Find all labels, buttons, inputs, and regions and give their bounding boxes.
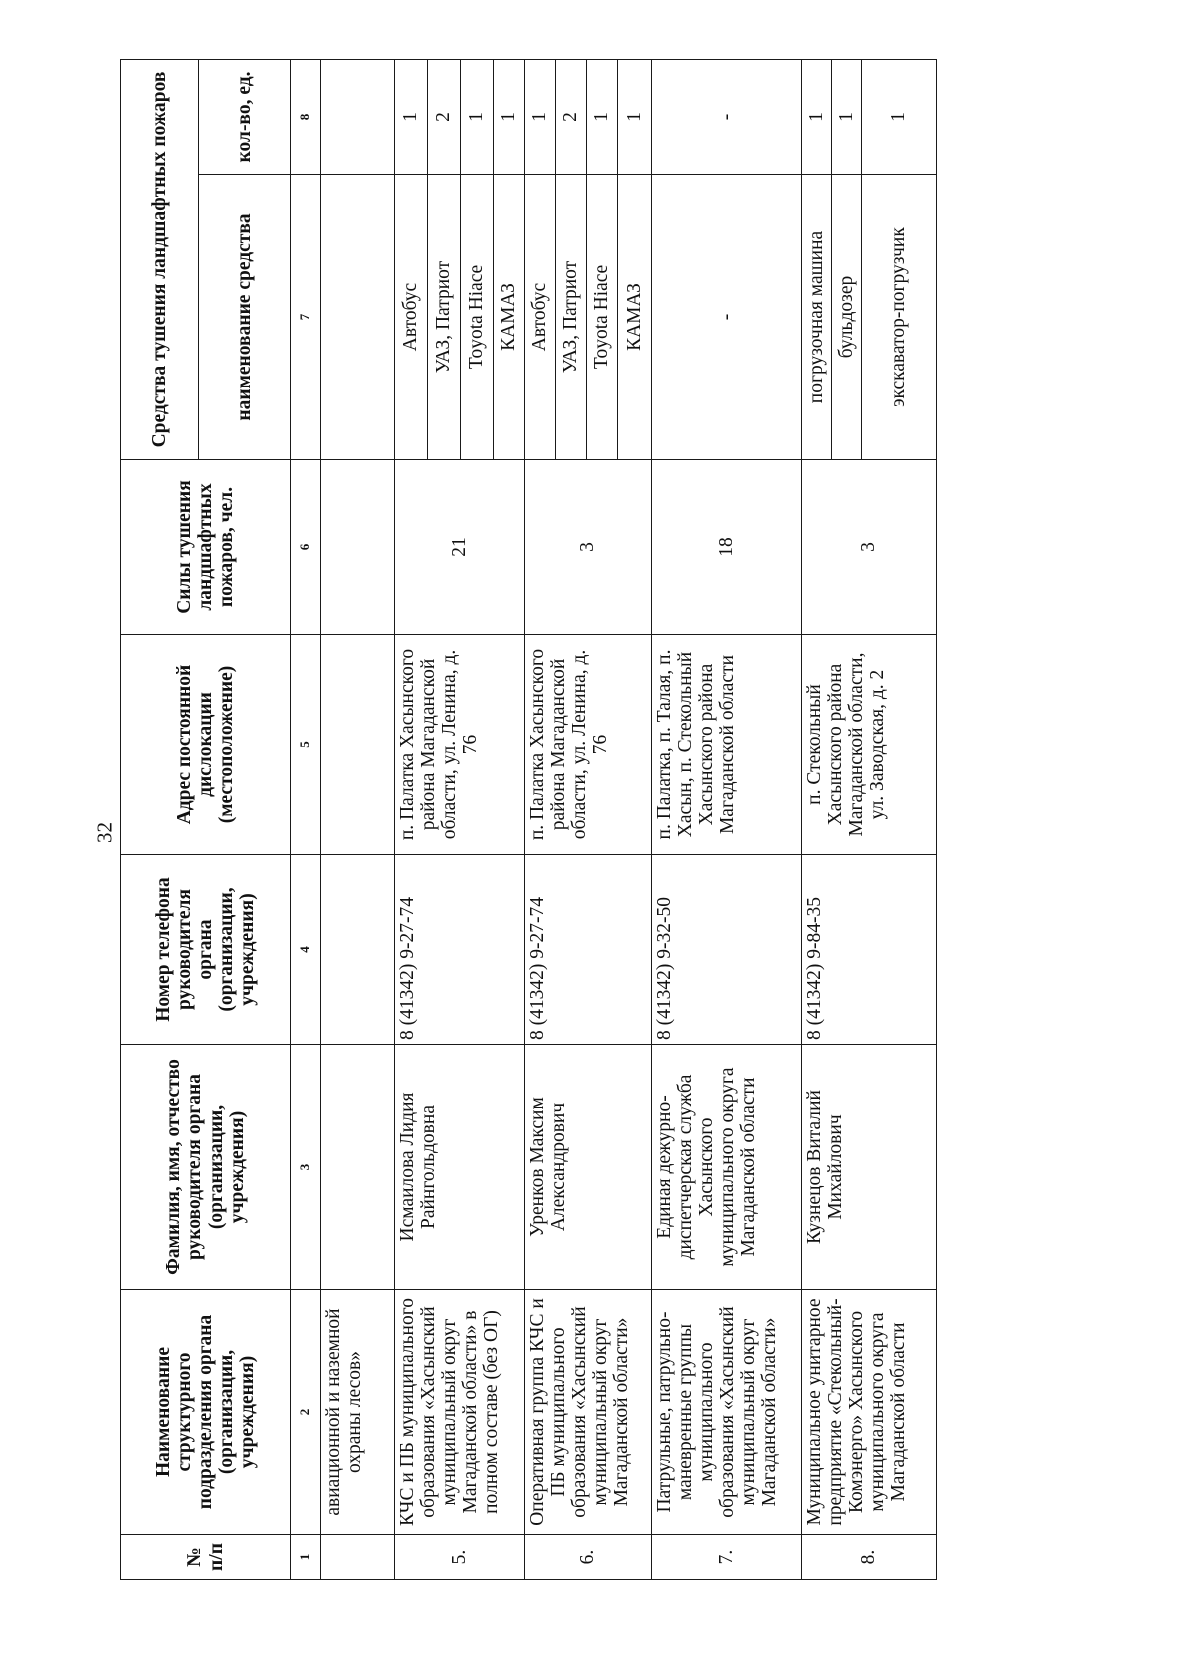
index-cell: 2 xyxy=(291,1290,321,1535)
index-cell: 1 xyxy=(291,1535,321,1580)
header-means-qty: кол-во, ед. xyxy=(199,59,291,174)
cell-phone: 8 (41342) 9-27-74 xyxy=(525,855,652,1045)
cell-means-name: экскаватор-погрузчик xyxy=(862,175,937,460)
cell-num: 7. xyxy=(652,1535,802,1580)
index-cell: 3 xyxy=(291,1045,321,1290)
cell-head: Единая дежурно-диспетчерская служба Хасынского муниципального округа Магаданской области xyxy=(652,1045,802,1290)
cell-name: Муниципальное унитарное предприятие «Стекольный-Комэнерго» Хасынского муниципального округа Магаданской области xyxy=(802,1290,937,1535)
cell-means-qty: 2 xyxy=(428,59,461,174)
cell-address: п. Палатка, п. Талая, п. Хасын, п. Стекольный Хасынского района Магаданской области xyxy=(652,635,802,855)
cell-means-qty: 2 xyxy=(556,59,587,174)
table-row xyxy=(321,59,395,1579)
cell-means-qty: 1 xyxy=(395,59,428,174)
cell-means-qty: 1 xyxy=(494,59,525,174)
header-means-group: Средства тушения ландшафтных пожаров xyxy=(121,59,199,459)
cell-means-name: УАЗ, Патриот xyxy=(556,175,587,460)
cell-means-qty: 1 xyxy=(802,59,832,174)
header-num: № п/п xyxy=(121,1535,291,1580)
cell-phone: 8 (41342) 9-32-50 xyxy=(652,855,802,1045)
header-means-name: наименование средства xyxy=(199,175,291,460)
cell-means-name: Toyota Hiace xyxy=(587,175,618,460)
cell-means-name: УАЗ, Патриот xyxy=(428,175,461,460)
cell-means-qty: 1 xyxy=(587,59,618,174)
index-cell: 8 xyxy=(291,59,321,174)
cell-phone: 8 (41342) 9-27-74 xyxy=(395,855,525,1045)
cell-means-qty: - xyxy=(652,59,802,174)
fire-forces-table xyxy=(120,59,937,1580)
cell-name: авиационной и наземной охраны лесов» xyxy=(321,1290,395,1535)
index-cell: 5 xyxy=(291,635,321,855)
cell-name: Патрульные, патрульно-маневренные группы муниципального образования «Хасынский муниципальный округ Магаданской области» xyxy=(652,1290,802,1535)
cell-num: 6. xyxy=(525,1535,652,1580)
cell-means-qty: 1 xyxy=(618,59,652,174)
page-number: 32 xyxy=(92,822,117,843)
table-row xyxy=(395,59,428,1579)
cell-means-name: Автобус xyxy=(395,175,428,460)
cell-address: п. Палатка Хасынского района Магаданской области, ул. Ленина, д. 76 xyxy=(395,635,525,855)
cell-means-name: погрузочная машина xyxy=(802,175,832,460)
header-name: Наименование структурного подразделения органа (организации, учреждения) xyxy=(121,1290,291,1535)
cell-num: 8. xyxy=(802,1535,937,1580)
cell-means-qty: 1 xyxy=(832,59,862,174)
cell-means-qty: 1 xyxy=(525,59,556,174)
header-address: Адрес постоянной дислокации (местоположение) xyxy=(121,635,291,855)
index-cell: 7 xyxy=(291,175,321,460)
cell-address: п. Палатка Хасынского района Магаданской области, ул. Ленина, д. 76 xyxy=(525,635,652,855)
table-row xyxy=(802,59,832,1579)
cell-name: Оперативная группа КЧС и ПБ муниципального образования «Хасынский муниципальный округ Магаданской области» xyxy=(525,1290,652,1535)
cell-means-name: бульдозер xyxy=(832,175,862,460)
table-row xyxy=(525,59,556,1579)
cell-num xyxy=(321,1535,395,1580)
cell-means-name: - xyxy=(652,175,802,460)
header-phone: Номер телефона руководителя органа (организации, учреждения) xyxy=(121,855,291,1045)
header-forces: Силы тушения ландшафтных пожаров, чел. xyxy=(121,460,291,635)
header-head: Фамилия, имя, отчество руководителя органа (организации, учреждения) xyxy=(121,1045,291,1290)
cell-forces: 3 xyxy=(525,460,652,635)
index-cell: 6 xyxy=(291,460,321,635)
cell-means-name: Toyota Hiace xyxy=(461,175,494,460)
cell-forces: 21 xyxy=(395,460,525,635)
cell-phone: 8 (41342) 9-84-35 xyxy=(802,855,937,1045)
rotated-table-container xyxy=(120,60,930,1580)
cell-means-name: КАМАЗ xyxy=(618,175,652,460)
cell-means-name: КАМАЗ xyxy=(494,175,525,460)
cell-head: Кузнецов Виталий Михайлович xyxy=(802,1045,937,1290)
cell-head: Исмаилова Лидия Райнгольдовна xyxy=(395,1045,525,1290)
cell-forces: 3 xyxy=(802,460,937,635)
cell-num: 5. xyxy=(395,1535,525,1580)
cell-address: п. Стекольный Хасынского района Магаданской области, ул. Заводская, д. 2 xyxy=(802,635,937,855)
table-row xyxy=(652,59,802,1579)
cell-means-name: Автобус xyxy=(525,175,556,460)
cell-name: КЧС и ПБ муниципального образования «Хасынский муниципальный округ Магаданской области» в полном составе (без ОГ) xyxy=(395,1290,525,1535)
cell-means-qty: 1 xyxy=(862,59,937,174)
cell-head: Уренков Максим Александрович xyxy=(525,1045,652,1290)
cell-forces: 18 xyxy=(652,460,802,635)
cell-means-qty: 1 xyxy=(461,59,494,174)
index-cell: 4 xyxy=(291,855,321,1045)
